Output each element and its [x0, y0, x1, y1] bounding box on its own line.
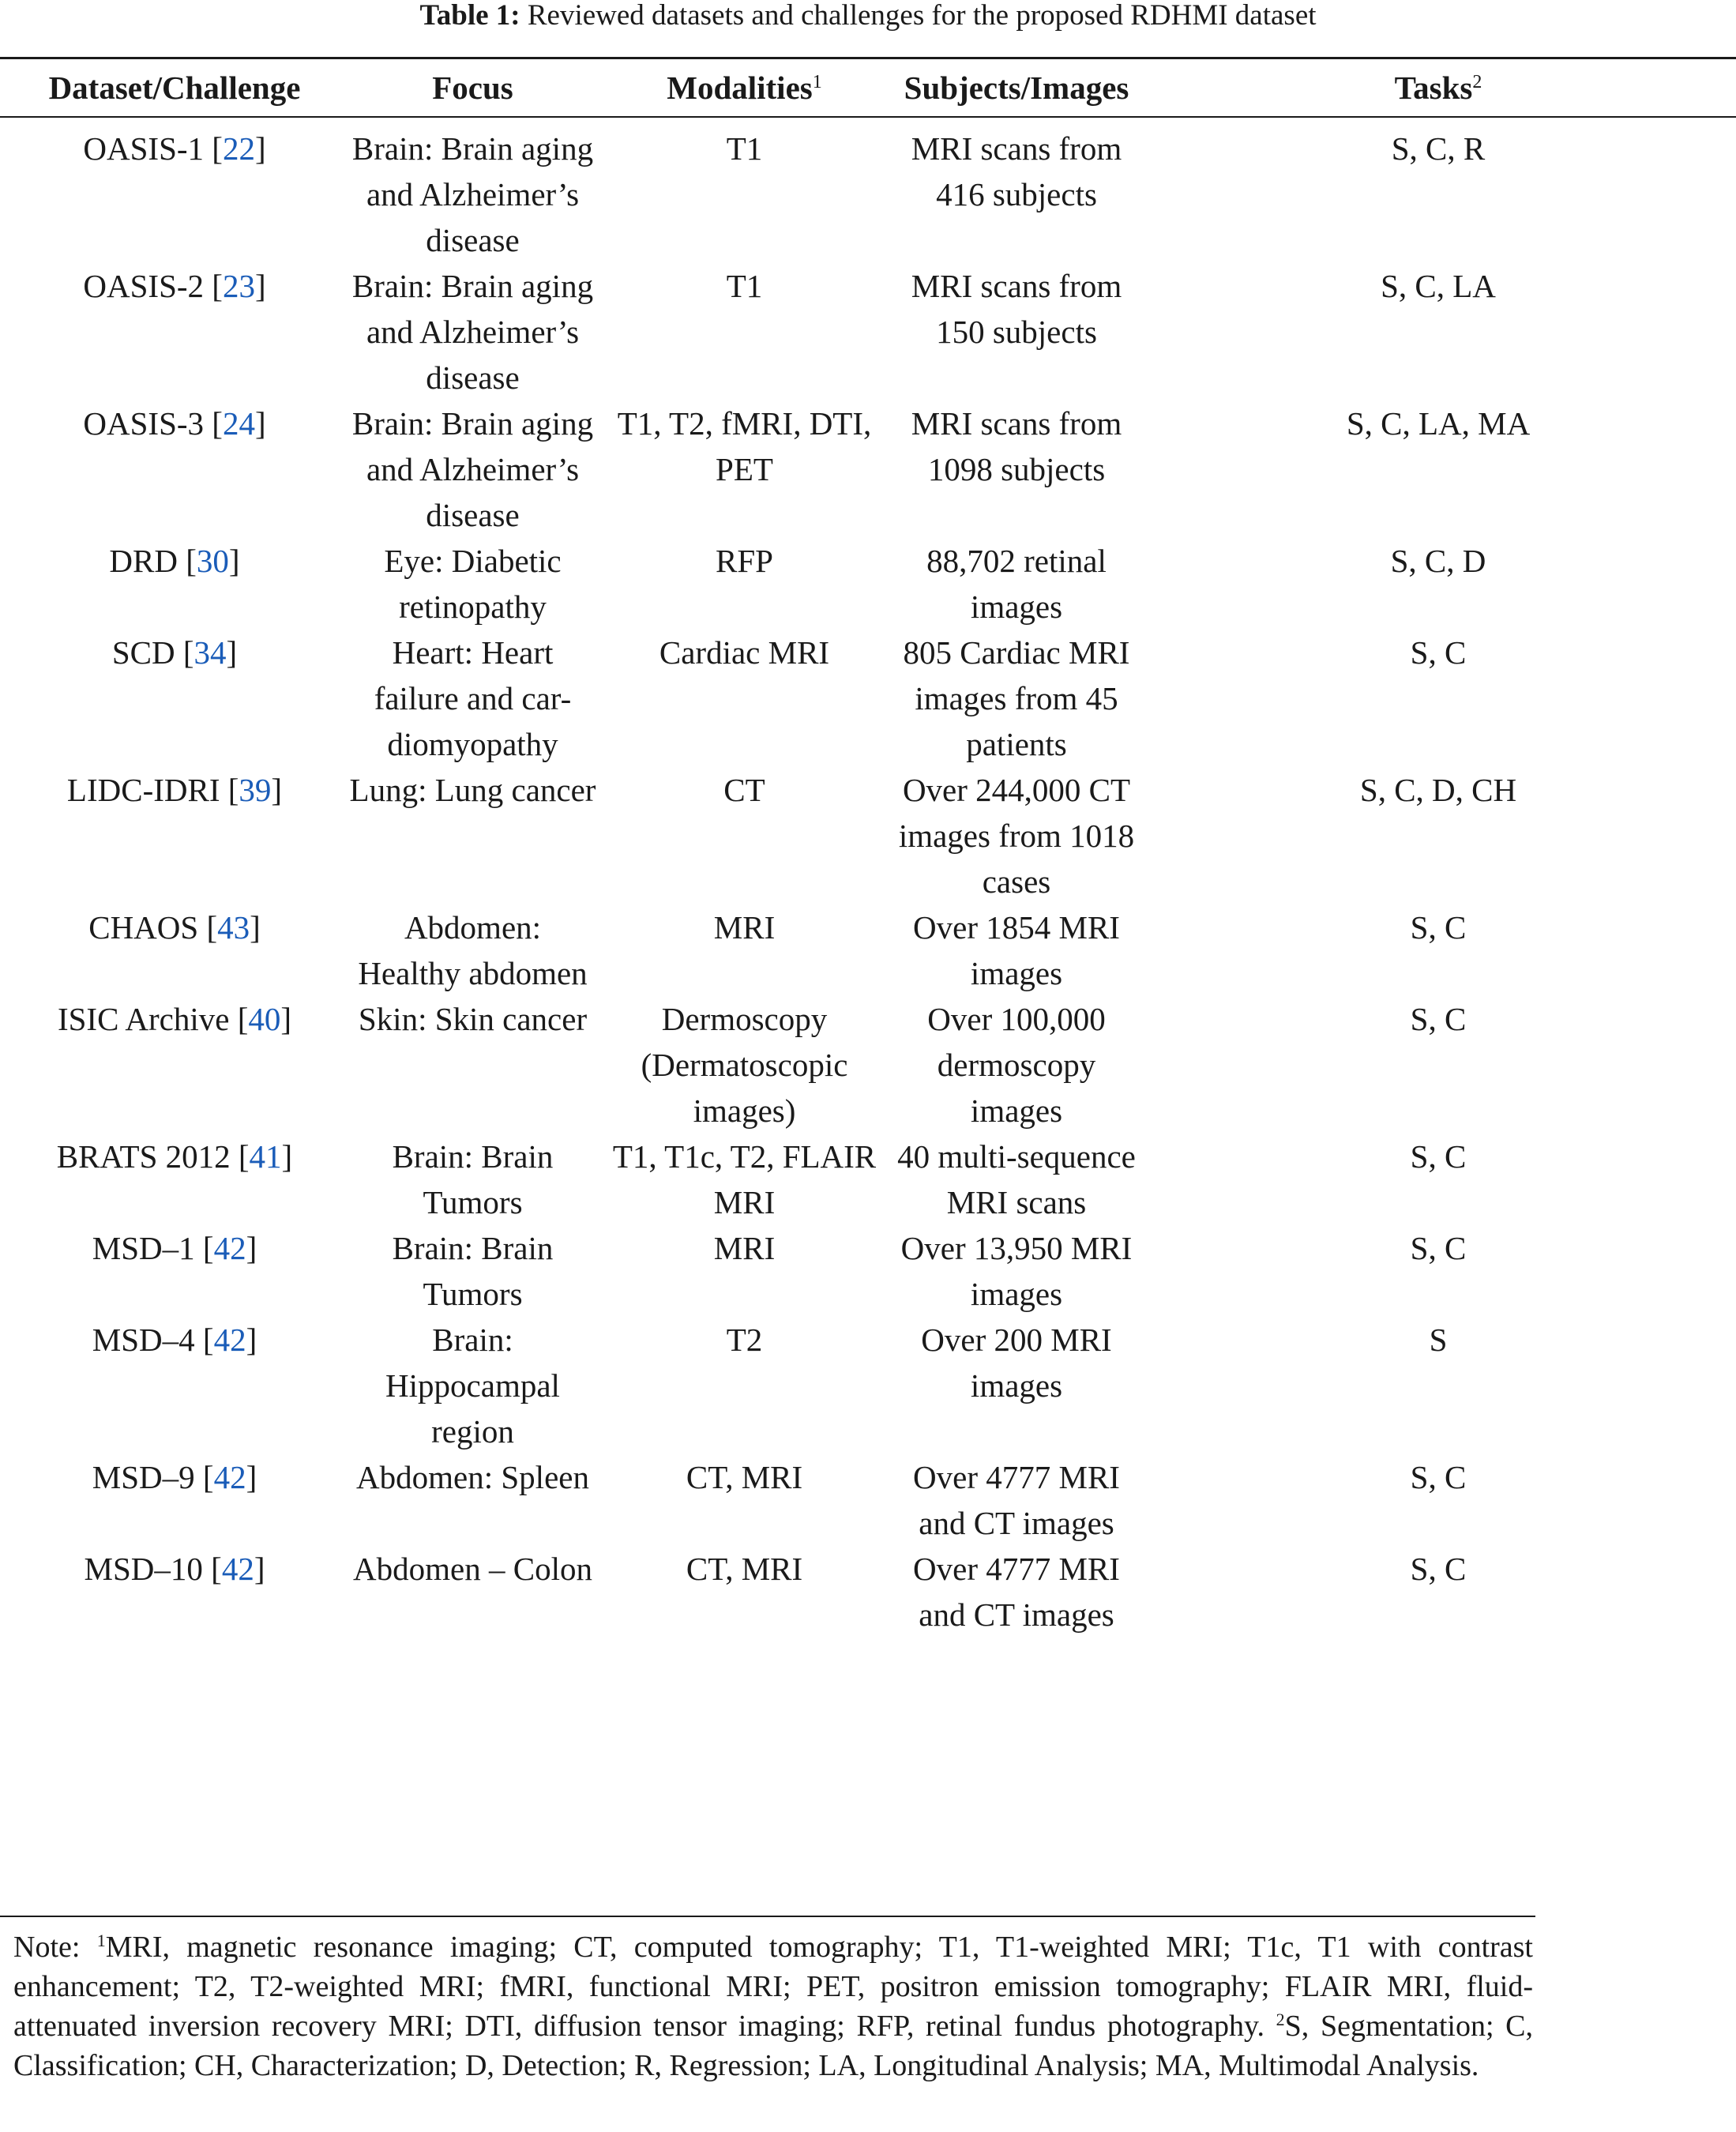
table-row	[0, 1134, 1736, 1225]
cell-modalities: CT	[723, 772, 765, 808]
header-subjects: Subjects/Images	[904, 69, 1129, 106]
citation-link[interactable]: 34	[194, 634, 227, 671]
citation-link[interactable]: 42	[221, 1551, 254, 1587]
header-modalities: Modalities$^1$	[667, 69, 822, 106]
table-header-row	[0, 58, 1736, 116]
cell-subjects: Over 1854 MRI images	[913, 909, 1120, 991]
citation-link[interactable]: 22	[222, 130, 255, 167]
cell-tasks: S	[1429, 1322, 1448, 1358]
cell-dataset: ISIC Archive [40]	[57, 1001, 292, 1037]
table-footnote	[13, 1927, 1533, 2085]
cell-modalities: T1, T1c, T2, FLAIR MRI	[612, 1138, 877, 1220]
cell-subjects: Over 200 MRI images	[921, 1322, 1112, 1404]
table-row	[0, 263, 1736, 400]
cell-dataset: BRATS 2012 [41]	[56, 1138, 293, 1175]
cell-tasks: S, C	[1410, 1230, 1467, 1266]
header-dataset: Dataset/Challenge	[48, 69, 301, 106]
cell-focus: Brain: Brain aging and Alzheimer’s disease	[351, 268, 594, 396]
cell-tasks: S, C	[1410, 1459, 1467, 1495]
table-bottom-rule	[0, 1916, 1535, 1917]
cell-modalities: Cardiac MRI	[659, 634, 830, 671]
cell-focus: Heart: Heart failure and car-diomyopathy	[374, 634, 572, 762]
header-tasks: Tasks$^2$	[1394, 69, 1482, 106]
cell-focus: Brain: Brain Tumors	[392, 1138, 554, 1220]
cell-dataset: MSD–10 [42]	[84, 1551, 265, 1587]
cell-tasks: S, C	[1410, 1551, 1467, 1587]
table-row	[0, 1454, 1736, 1546]
cell-subjects: 88,702 retinal images	[926, 543, 1107, 625]
cell-dataset: MSD–1 [42]	[92, 1230, 257, 1266]
cell-focus: Brain: Brain Tumors	[392, 1230, 554, 1312]
table-row	[0, 630, 1736, 767]
cell-focus: Brain: Hippocampal region	[385, 1322, 560, 1450]
cell-tasks: S, C, LA, MA	[1346, 405, 1531, 442]
citation-link[interactable]: 43	[217, 909, 250, 946]
cell-focus: Abdomen: Healthy abdomen	[358, 909, 588, 991]
footnote-task-abbreviations: S, Segmentation; C, Classification; CH, Characterization; D, Detection; R, Regression; LA, Longitudinal Analysis; MA, Multimodal Analysis.	[13, 2010, 1534, 2082]
table-row	[0, 1546, 1736, 1638]
footnote-marker: 2	[1276, 2010, 1285, 2029]
cell-subjects: MRI scans from 1098 subjects	[911, 405, 1122, 487]
cell-dataset: OASIS-1 [22]	[83, 130, 266, 167]
footnote-abbreviations: MRI, magnetic resonance imaging; CT, computed tomography; T1, T1-weighted MRI; T1c, T1 with contrast enhancement; T2, T2-weighted MRI; fMRI, functional MRI; PET, positron emission tomography; FLAIR MRI, fluid-attenuated inversion recovery MRI; DTI, diffusion tensor imaging; RFP, retinal fundus photography.	[13, 1931, 1533, 2043]
footnote-marker: 1	[96, 1931, 106, 1950]
cell-dataset: CHAOS [43]	[88, 909, 261, 946]
cell-subjects: MRI scans from 416 subjects	[911, 130, 1122, 212]
cell-dataset: LIDC-IDRI [39]	[66, 772, 283, 808]
cell-focus: Skin: Skin cancer	[358, 1001, 588, 1037]
cell-modalities: RFP	[716, 543, 773, 579]
footnote-prefix: Note:	[13, 1931, 97, 1964]
cell-modalities: MRI	[713, 909, 776, 946]
cell-modalities: T1	[726, 130, 763, 167]
table-body	[0, 116, 1736, 1638]
cell-subjects: 40 multi-sequence MRI scans	[897, 1138, 1136, 1220]
table-row	[0, 904, 1736, 996]
cell-subjects: Over 100,000 dermoscopy images	[927, 1001, 1106, 1129]
cell-tasks: S, C	[1410, 909, 1467, 946]
cell-focus: Abdomen: Spleen	[356, 1459, 589, 1495]
citation-link[interactable]: 40	[248, 1001, 281, 1037]
cell-focus: Brain: Brain aging and Alzheimer’s disease	[351, 130, 594, 258]
cell-focus: Abdomen – Colon	[353, 1551, 592, 1587]
table-row	[0, 1225, 1736, 1317]
cell-modalities: CT, MRI	[686, 1551, 803, 1587]
cell-modalities: T1	[726, 268, 763, 304]
cell-subjects: MRI scans from 150 subjects	[911, 268, 1122, 350]
citation-link[interactable]: 42	[213, 1459, 246, 1495]
cell-dataset: MSD–9 [42]	[92, 1459, 257, 1495]
cell-tasks: S, C, R	[1391, 130, 1486, 167]
cell-tasks: S, C, D, CH	[1359, 772, 1517, 808]
cell-focus: Brain: Brain aging and Alzheimer’s disease	[351, 405, 594, 533]
cell-dataset: OASIS-3 [24]	[83, 405, 266, 442]
table-caption-text: Reviewed datasets and challenges for the proposed RDHMI dataset	[527, 0, 1317, 32]
cell-focus: Lung: Lung cancer	[349, 772, 596, 808]
citation-link[interactable]: 30	[196, 543, 229, 579]
cell-focus: Eye: Diabetic retinopathy	[384, 543, 562, 625]
cell-modalities: Dermoscopy (Dermatoscopic images)	[641, 1001, 848, 1129]
footnote-marker: 1	[812, 71, 822, 92]
table-row	[0, 996, 1736, 1134]
cell-tasks: S, C	[1410, 1001, 1467, 1037]
cell-modalities: T2	[726, 1322, 763, 1358]
cell-subjects: Over 13,950 MRI images	[900, 1230, 1133, 1312]
table-row	[0, 1317, 1736, 1454]
cell-dataset: MSD–4 [42]	[92, 1322, 257, 1358]
cell-dataset: DRD [30]	[109, 543, 240, 579]
citation-link[interactable]: 42	[213, 1322, 246, 1358]
table-row	[0, 116, 1736, 263]
cell-dataset: SCD [34]	[111, 634, 238, 671]
footnote-marker: 2	[1472, 71, 1482, 92]
citation-link[interactable]: 39	[239, 772, 272, 808]
cell-tasks: S, C	[1410, 634, 1467, 671]
header-focus: Focus	[432, 69, 513, 106]
datasets-table	[0, 58, 1736, 1638]
cell-tasks: S, C, D	[1390, 543, 1486, 579]
table-row	[0, 400, 1736, 538]
cell-subjects: Over 4777 MRI and CT images	[913, 1551, 1120, 1633]
table-caption	[0, 0, 1736, 35]
cell-modalities: MRI	[713, 1230, 776, 1266]
cell-dataset: OASIS-2 [23]	[83, 268, 266, 304]
citation-link[interactable]: 24	[222, 405, 255, 442]
citation-link[interactable]: 41	[249, 1138, 282, 1175]
cell-tasks: S, C, LA	[1381, 268, 1496, 304]
citation-link[interactable]: 23	[222, 268, 255, 304]
table-row	[0, 538, 1736, 630]
cell-subjects: 805 Cardiac MRI images from 45 patients	[903, 634, 1130, 762]
table-caption-label: Table 1:	[419, 0, 520, 32]
cell-subjects: Over 244,000 CT images from 1018 cases	[898, 772, 1135, 900]
cell-tasks: S, C	[1410, 1138, 1467, 1175]
cell-modalities: T1, T2, fMRI, DTI, PET	[617, 405, 872, 487]
cell-modalities: CT, MRI	[686, 1459, 803, 1495]
citation-link[interactable]: 42	[213, 1230, 246, 1266]
table-row	[0, 767, 1736, 904]
cell-subjects: Over 4777 MRI and CT images	[913, 1459, 1120, 1541]
